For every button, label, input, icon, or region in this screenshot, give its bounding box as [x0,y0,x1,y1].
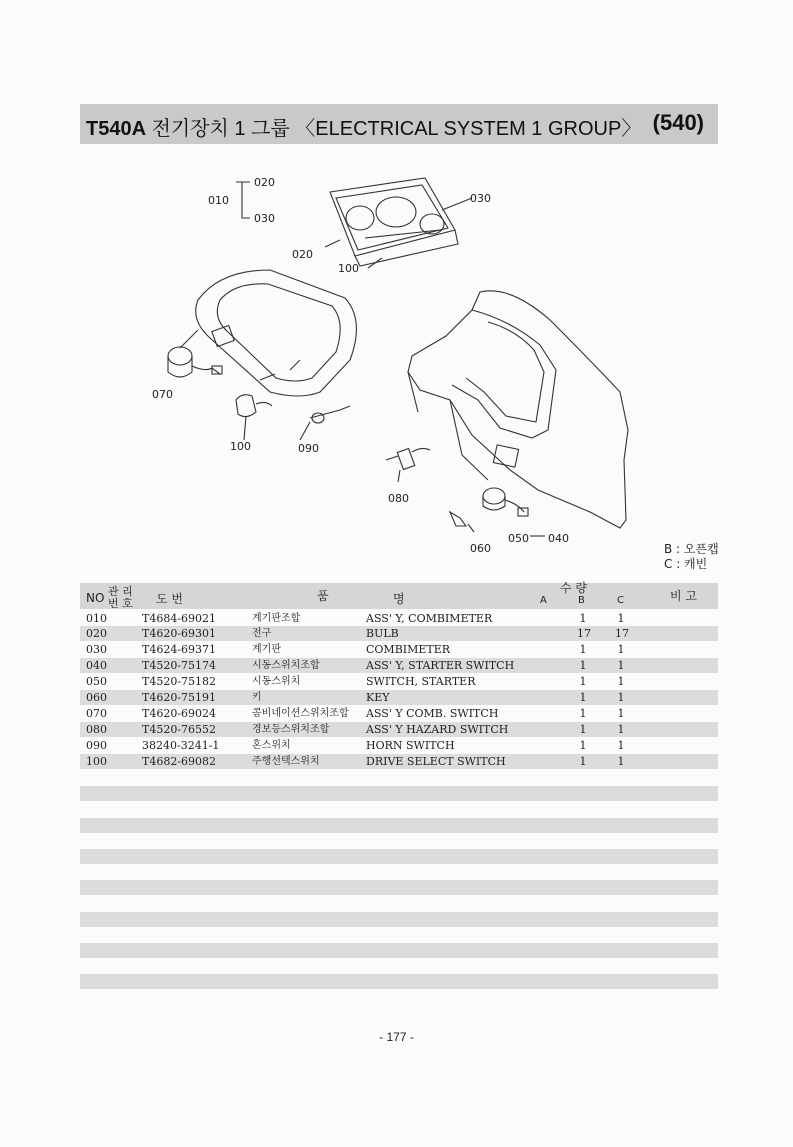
row-no: 060 [86,691,107,704]
page-number: - 177 - [379,1030,414,1044]
table-row [80,722,718,737]
row-qty-c: 1 [617,675,625,688]
header-a: A [540,595,547,606]
table-row [80,674,718,689]
row-no: 020 [86,627,107,640]
legend-b: B : 오픈캡 [664,542,719,556]
label-080: 080 [388,492,409,505]
row-qty-b: 1 [579,691,587,704]
row-qty-b: 1 [579,643,587,656]
header-mgmt-top: 관 리 [108,585,133,598]
label-020: 020 [254,176,275,189]
row-part-number: T4520-75182 [142,675,217,688]
row-qty-c: 1 [617,707,625,720]
table-row [80,626,718,641]
row-part-number: T4520-75174 [142,659,217,672]
header-no: NO [86,591,105,605]
legend [664,542,719,572]
row-name-kr: 주행선택스위치 [252,756,320,767]
empty-row-band [80,849,718,864]
row-no: 010 [86,612,107,625]
empty-row-band [80,912,718,927]
row-part-number: T4520-76552 [142,723,217,736]
row-name-en: ASS' Y HAZARD SWITCH [366,723,509,736]
header-part-name: 명 [393,592,405,606]
row-part-number: T4620-69301 [142,627,217,640]
header-c: C [617,595,624,606]
starter-switch-drawing [450,488,528,532]
empty-row-band [80,880,718,895]
row-no: 090 [86,739,107,752]
page-title [86,112,641,141]
row-name-en: COMBIMETER [366,643,451,656]
parts-diagram [150,160,660,560]
group-title: 전기장치 1 그룹 〈ELECTRICAL SYSTEM 1 GROUP〉 [151,118,642,140]
row-qty-b: 1 [579,739,587,752]
row-qty-b: 1 [579,612,587,625]
row-qty-b: 1 [579,755,587,768]
label-030: 030 [254,212,275,225]
empty-row-band [80,786,718,801]
row-part-number: T4620-75191 [142,691,217,704]
row-qty-c: 1 [617,612,625,625]
label-020-bulb: 020 [292,248,313,261]
header-remarks: 비 고 [670,589,697,603]
row-part-number: T4682-69082 [142,755,217,768]
row-part-number: T4620-69024 [142,707,217,720]
legend-c: C : 캐빈 [664,557,708,571]
row-name-en: SWITCH, STARTER [366,675,476,688]
table-header [80,583,718,609]
header-drawing: 도 번 [156,592,183,606]
row-qty-b: 1 [579,659,587,672]
row-name-en: ASS' Y, COMBIMETER [366,612,493,625]
table-row [80,611,718,626]
label-060: 060 [470,542,491,555]
row-qty-b: 1 [579,707,587,720]
empty-row-band [80,818,718,833]
empty-row-band [80,943,718,958]
row-name-kr: 시동스위치조합 [252,660,320,671]
row-name-kr: 계기판조합 [252,613,301,624]
row-name-en: ASS' Y COMB. SWITCH [366,707,499,720]
drive-switch-drawing [236,395,272,440]
row-part-number: T4684-69021 [142,612,217,625]
cabin-panel-drawing [408,291,628,528]
row-name-kr: 전구 [252,628,272,639]
label-040: 040 [548,532,569,545]
row-qty-c: 17 [615,627,629,640]
combimeter-drawing [330,178,458,266]
row-no: 100 [86,755,107,768]
row-name-kr: 시동스위치 [252,676,301,687]
row-part-number: T4624-69371 [142,643,217,656]
label-090: 090 [298,442,319,455]
row-name-kr: 경보등스위치조합 [252,724,330,735]
label-010: 010 [208,194,229,207]
row-qty-c: 1 [617,691,625,704]
row-qty-b: 1 [579,675,587,688]
row-no: 040 [86,659,107,672]
row-part-number: 38240-3241-1 [142,739,220,752]
row-no: 050 [86,675,107,688]
row-qty-b: 1 [579,723,587,736]
table-row [80,738,718,753]
row-no: 070 [86,707,107,720]
meter-panel-drawing [196,270,357,396]
row-no: 080 [86,723,107,736]
row-qty-c: 1 [617,755,625,768]
label-050: 050 [508,532,529,545]
label-030-meter: 030 [470,192,491,205]
table-row [80,706,718,721]
label-100: 100 [230,440,251,453]
table-row [80,690,718,705]
row-name-kr: 혼스위치 [252,740,291,751]
row-qty-b: 17 [577,627,591,640]
row-name-kr: 콤비네이션스위치조합 [252,708,349,719]
row-no: 030 [86,643,107,656]
table-row [80,642,718,657]
row-qty-c: 1 [617,739,625,752]
row-name-en: KEY [366,691,390,704]
row-qty-c: 1 [617,723,625,736]
row-name-en: HORN SWITCH [366,739,455,752]
label-100-meter: 100 [338,262,359,275]
table-row [80,658,718,673]
header-qty: 수 량 [560,581,587,595]
row-name-en: BULB [366,627,399,640]
model-code: T540A [86,118,147,140]
empty-row-band [80,974,718,989]
group-code: (540) [652,110,704,135]
header-b: B [578,595,585,606]
label-070: 070 [152,388,173,401]
row-name-kr: 계기판 [252,644,281,655]
header-mgmt-bottom: 번 호 [108,597,133,610]
hazard-switch-drawing [386,448,430,482]
row-qty-c: 1 [617,643,625,656]
row-name-en: DRIVE SELECT SWITCH [366,755,506,768]
header-part-kr: 품 [317,589,329,603]
table-row [80,754,718,769]
title-bar [80,104,718,144]
row-qty-c: 1 [617,659,625,672]
horn-switch-drawing [260,360,350,440]
row-name-en: ASS' Y, STARTER SWITCH [366,659,515,672]
row-name-kr: 키 [252,692,262,703]
